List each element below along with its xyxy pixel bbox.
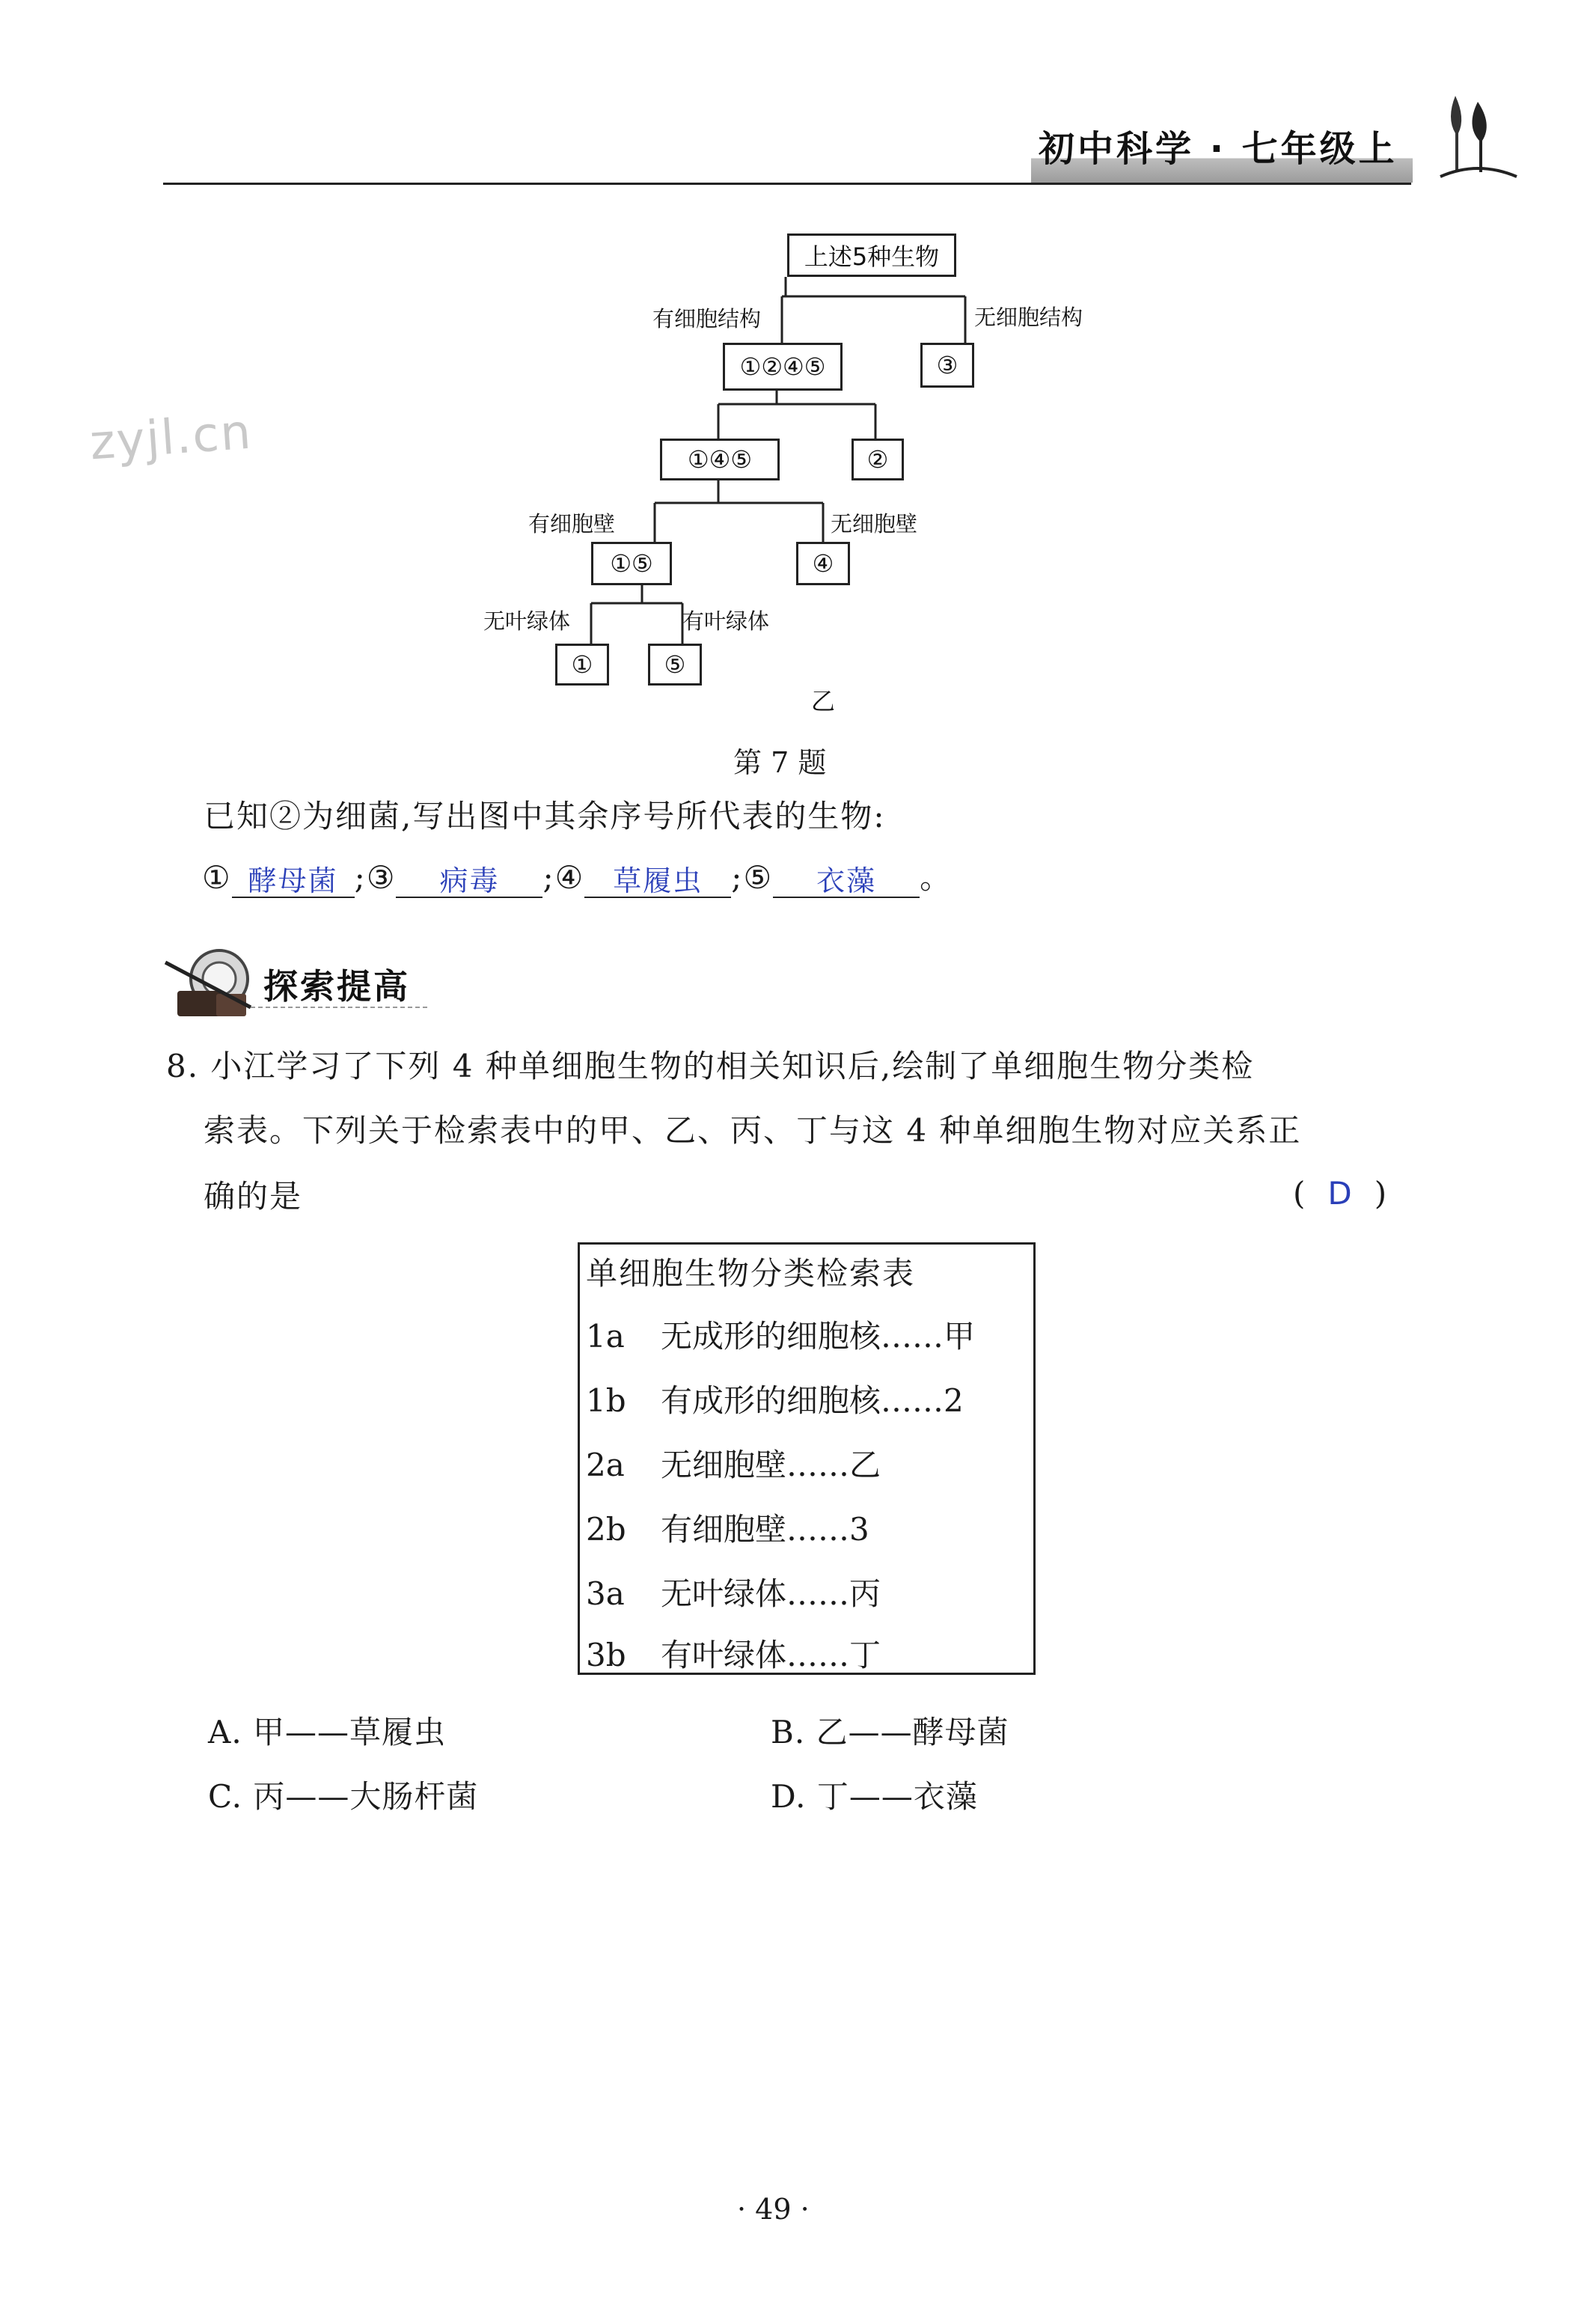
node-5: ⑤ [648, 644, 702, 686]
key-text: 无细胞壁……乙 [661, 1447, 881, 1483]
q8-line-3: 确的是 [204, 1178, 303, 1215]
key-table-title: 单细胞生物分类检索表 [586, 1255, 916, 1292]
label-has-cell-wall: 有细胞壁 [528, 511, 616, 537]
node-145: ①④⑤ [660, 439, 780, 480]
key-text: 无叶绿体……丙 [661, 1575, 881, 1612]
key-code: 2a [586, 1447, 625, 1483]
q8-answer: D [1327, 1175, 1352, 1212]
blank-separator: ; [354, 859, 367, 896]
label-has-cell-structure: 有细胞结构 [652, 306, 762, 332]
blank-separator: ; [731, 859, 744, 896]
node-3: ③ [920, 343, 974, 388]
key-code: 1b [586, 1382, 626, 1419]
key-row [586, 1376, 964, 1421]
blank-mark: ⑤ [743, 859, 774, 896]
blank-mark: ④ [554, 859, 585, 896]
paren-close: ) [1374, 1175, 1387, 1212]
section-title: 探索提高 [263, 966, 410, 1007]
option-d: D. 丁——衣藻 [771, 1778, 978, 1815]
key-code: 1a [586, 1318, 625, 1355]
header-rule [163, 183, 1411, 185]
key-row [586, 1631, 881, 1676]
key-text: 无成形的细胞核……甲 [661, 1318, 976, 1355]
blank-separator: 。 [920, 859, 953, 896]
node-1245: ①②④⑤ [723, 343, 843, 391]
label-has-chloroplast: 有叶绿体 [682, 608, 770, 634]
label-no-cell-wall: 无细胞壁 [831, 511, 918, 537]
q8-answer-bracket [1293, 1175, 1386, 1212]
key-code: 2b [586, 1511, 626, 1548]
key-text: 有成形的细胞核……2 [661, 1382, 964, 1419]
option-b: B. 乙——酵母菌 [771, 1714, 1009, 1750]
classification-key-table [578, 1242, 1036, 1675]
subfigure-label: 乙 [811, 687, 836, 715]
figure-caption: 第 7 题 [733, 746, 827, 779]
book-title: 初中科学 · 七年级上 [1039, 128, 1398, 170]
label-no-cell-structure: 无细胞结构 [974, 305, 1083, 330]
node-4: ④ [796, 542, 850, 585]
node-15: ①⑤ [591, 542, 672, 585]
blank-mark: ③ [366, 859, 397, 896]
node-root: 上述5种生物 [787, 233, 956, 277]
tree-logo-icon [1433, 88, 1523, 186]
answer-blank: 衣藻 [773, 858, 920, 898]
blank-separator: ; [542, 859, 555, 896]
q7-prompt: 已知②为细菌,写出图中其余序号所代表的生物: [204, 798, 886, 834]
key-code: 3b [586, 1637, 626, 1673]
answer-blank: 病毒 [396, 858, 542, 898]
key-code: 3a [586, 1575, 625, 1612]
key-row [586, 1441, 881, 1486]
watermark: zyjl.cn [88, 404, 254, 471]
answer-blank: 草履虫 [584, 858, 731, 898]
q8-line-2: 索表。下列关于检索表中的甲、乙、丙、丁与这 4 种单细胞生物对应关系正 [204, 1112, 1302, 1149]
paren-open: ( [1293, 1175, 1306, 1212]
option-a: A. 甲——草履虫 [208, 1714, 447, 1750]
page-number: · 49 · [737, 2193, 810, 2226]
key-text: 有细胞壁……3 [661, 1511, 869, 1548]
answer-blank: 酵母菌 [232, 858, 355, 898]
node-1: ① [555, 644, 609, 686]
key-row [586, 1569, 881, 1614]
key-row [586, 1312, 975, 1357]
label-no-chloroplast: 无叶绿体 [483, 608, 571, 634]
key-row [586, 1505, 869, 1550]
q8-line-1: 8. 小江学习了下列 4 种单细胞生物的相关知识后,绘制了单细胞生物分类检 [166, 1048, 1255, 1084]
blank-mark: ① [202, 859, 232, 896]
classification-tree-diagram [449, 225, 1122, 733]
key-text: 有叶绿体……丁 [661, 1637, 881, 1673]
q7-blanks-line [202, 853, 953, 898]
node-2: ② [851, 439, 904, 480]
option-c: C. 丙——大肠杆菌 [208, 1778, 479, 1815]
